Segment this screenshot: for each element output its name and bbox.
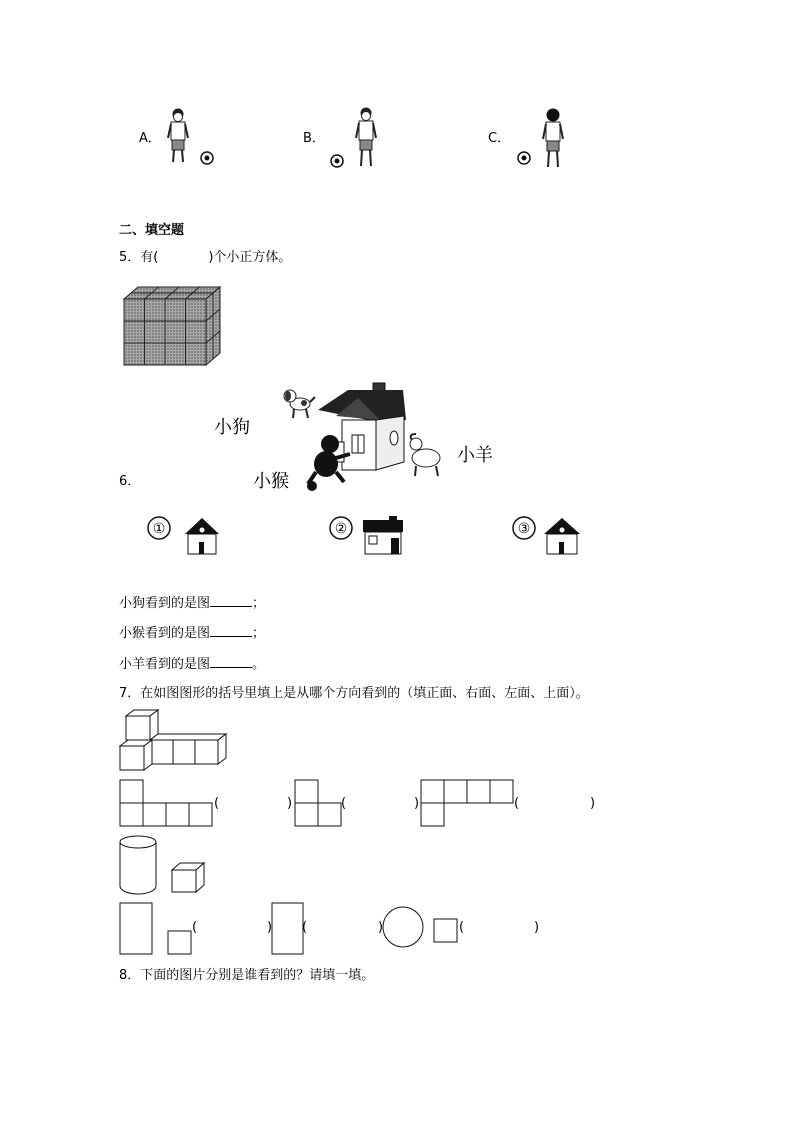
q7-cylinder-cube-model	[118, 834, 208, 896]
q7-paren-1-close: )	[287, 796, 293, 811]
q7-paren-2-open: (	[341, 796, 347, 811]
q5-prefix: 5．有(	[119, 250, 159, 265]
q8-text: 8．下面的图片分别是谁看到的？请填一填。	[119, 968, 375, 983]
q7-paren-6-close: )	[534, 920, 540, 935]
q7-view-6	[382, 906, 465, 950]
q7-view-3	[420, 779, 516, 827]
q7-answer-3[interactable]	[520, 796, 586, 812]
q6-line-monkey	[119, 624, 265, 642]
house-scene-image	[278, 380, 448, 492]
q7-paren-4-close: )	[267, 920, 273, 935]
q7-answer-6[interactable]	[465, 920, 533, 936]
sheep-label: 小羊	[457, 445, 493, 466]
q7-paren-2-close: )	[414, 796, 420, 811]
boy-front-with-ball-image	[166, 106, 218, 168]
q7-answer-2[interactable]	[347, 796, 413, 812]
monkey-answer-blank[interactable]	[210, 624, 252, 637]
q7-paren-3-open: (	[514, 796, 520, 811]
option-1-number: ①	[152, 521, 166, 537]
dog-icon	[284, 390, 315, 418]
q7-view-1	[119, 779, 215, 827]
boy-back-with-ball-image	[515, 106, 567, 172]
q6-line-monkey-end: ；	[252, 626, 266, 641]
cube-stack-image	[122, 285, 224, 367]
q7-paren-5-open: (	[302, 920, 308, 935]
q7-answer-1[interactable]	[220, 796, 286, 812]
q7-paren-5-close: )	[378, 920, 384, 935]
q7-view-2	[294, 779, 347, 827]
q7-answer-4[interactable]	[198, 920, 266, 936]
section-title: 二、填空题	[119, 223, 185, 238]
q7-paren-1-open: (	[214, 796, 220, 811]
q7-paren-3-close: )	[590, 796, 596, 811]
q6-line-sheep-end: 。	[252, 657, 266, 672]
q6-line-sheep-text: 小羊看到的是图	[119, 657, 211, 672]
q6-line-dog	[119, 594, 265, 612]
q6-line-sheep	[119, 655, 265, 673]
option-a-label: A．	[139, 131, 161, 146]
q6-option-2	[329, 514, 409, 556]
q6-line-monkey-text: 小猴看到的是图	[119, 626, 211, 641]
option-c-label: C．	[488, 131, 511, 146]
q7-cube-model	[118, 708, 230, 772]
q7-view-4	[119, 902, 199, 956]
q7-paren-4-open: (	[192, 920, 198, 935]
q7-view-5	[271, 902, 308, 956]
option-3-number: ③	[517, 521, 531, 537]
q6-line-dog-text: 小狗看到的是图	[119, 596, 211, 611]
option-b-label: B．	[303, 131, 325, 146]
q7-answer-5[interactable]	[308, 920, 376, 936]
option-2-number: ②	[334, 521, 348, 537]
q6-option-1	[147, 514, 227, 556]
q6-line-dog-end: ；	[252, 596, 266, 611]
dog-label: 小狗	[214, 417, 250, 438]
q6-option-3	[512, 514, 592, 556]
q7-paren-6-open: (	[459, 920, 465, 935]
sheep-icon	[410, 434, 440, 476]
monkey-label: 小猴	[253, 471, 289, 492]
q5-suffix: )个小正方体。	[208, 250, 292, 265]
boy-side-with-ball-image	[328, 106, 380, 172]
q6-number: 6．	[119, 474, 141, 489]
q5-text	[119, 250, 291, 266]
dog-answer-blank[interactable]	[210, 594, 252, 607]
q7-text: 7．在如图图形的括号里填上是从哪个方向看到的（填正面、右面、左面、上面）。	[119, 686, 589, 701]
sheep-answer-blank[interactable]	[210, 655, 252, 668]
